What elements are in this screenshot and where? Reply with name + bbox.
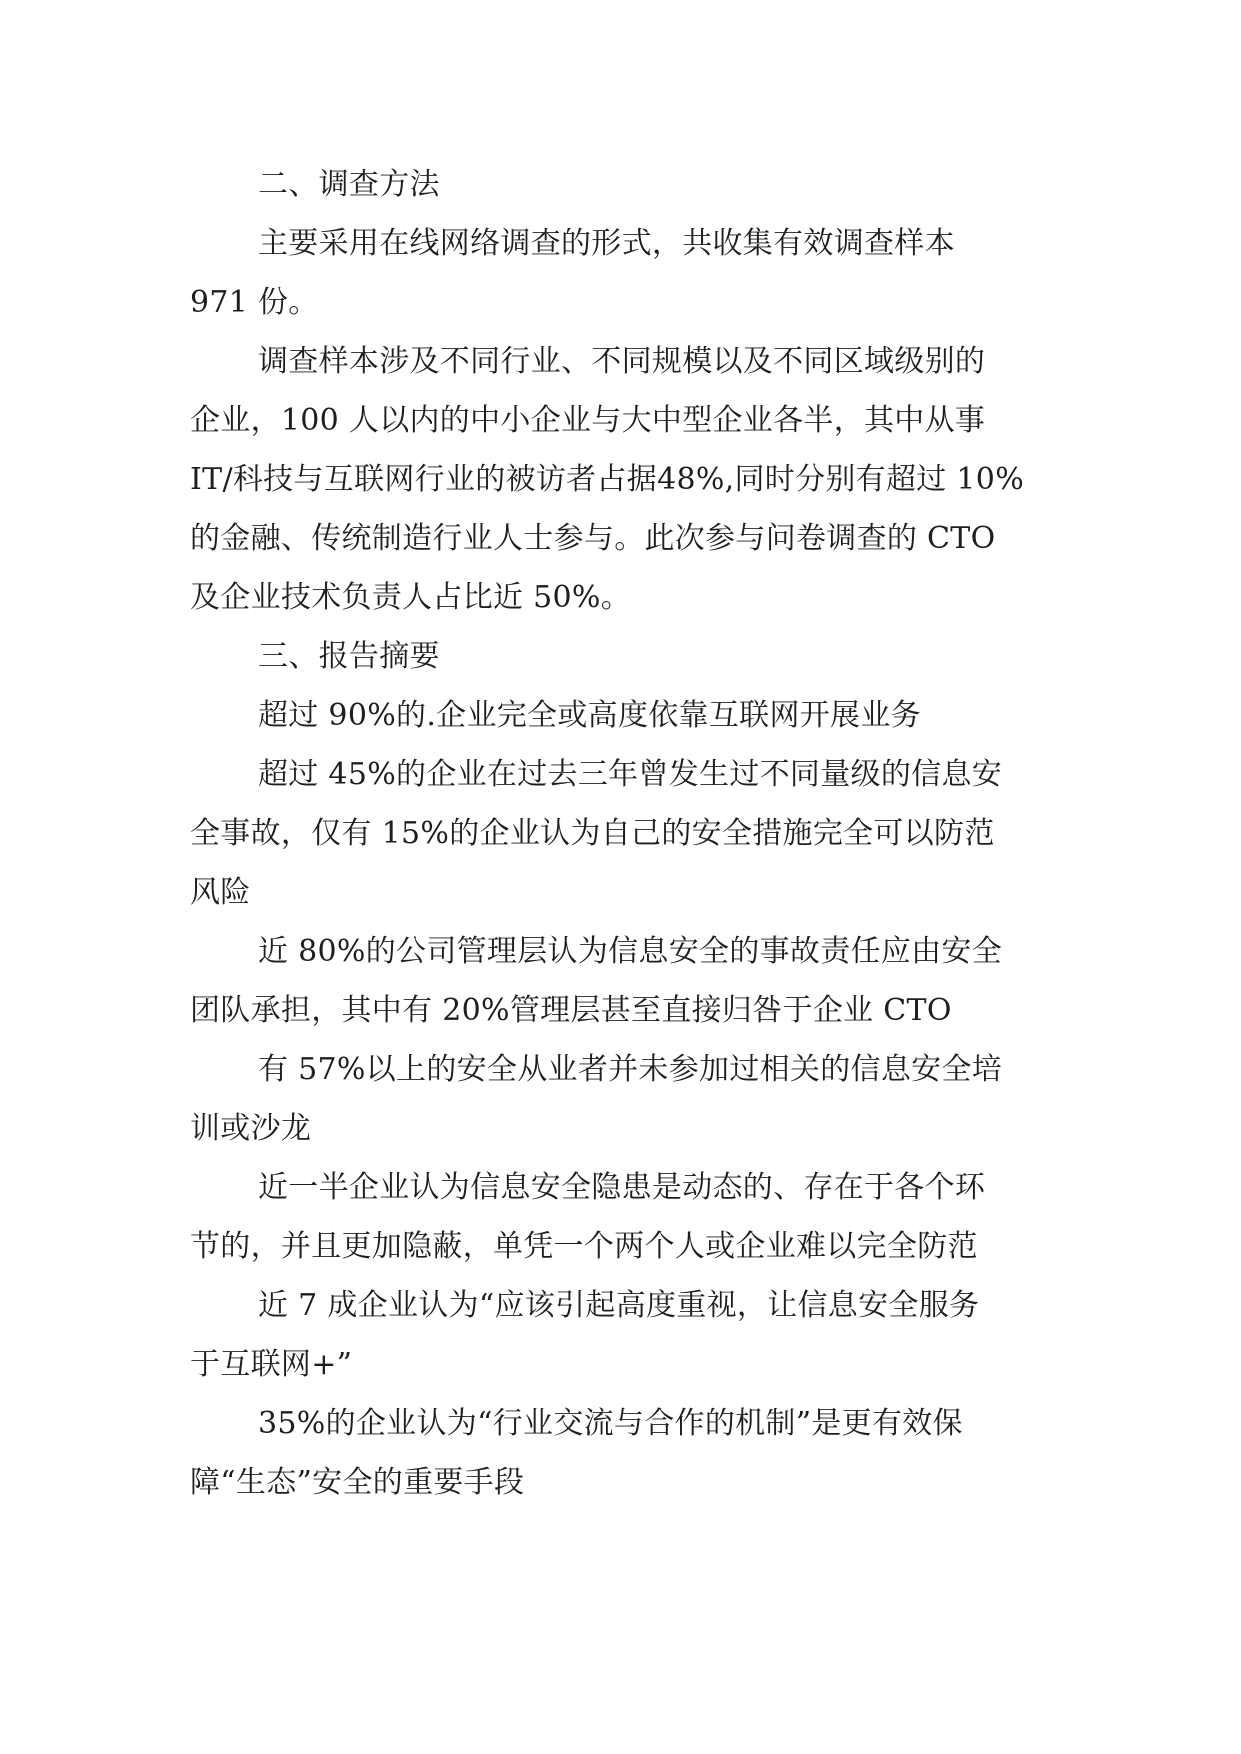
summary-item: 超过 90%的.企业完全或高度依靠互联网开展业务: [258, 698, 921, 733]
summary-item: 超过 45%的企业在过去三年曾发生过不同量级的信息安: [258, 757, 1003, 792]
summary-item: 近 7 成企业认为“应该引起高度重视，让信息安全服务: [258, 1288, 980, 1323]
summary-item-continued: 团队承担，其中有 20%管理层甚至直接归咎于企业 CTO: [190, 993, 952, 1028]
summary-item-continued: 风险: [190, 875, 251, 910]
summary-item-continued: 节的，并且更加隐蔽，单凭一个两个人或企业难以完全防范: [190, 1229, 978, 1264]
summary-item-continued: 训或沙龙: [190, 1111, 312, 1146]
summary-item-continued: 于互联网+”: [190, 1347, 353, 1382]
paragraph-line: 调查样本涉及不同行业、不同规模以及不同区域级别的: [258, 344, 986, 379]
paragraph-line: 的金融、传统制造行业人士参与。此次参与问卷调查的 CTO: [190, 521, 996, 556]
paragraph-line: 971 份。: [190, 285, 319, 320]
summary-item: 有 57%以上的安全从业者并未参加过相关的信息安全培: [258, 1052, 1003, 1087]
paragraph-line: IT/科技与互联网行业的被访者占据48%,同时分别有超过 10%: [190, 462, 1024, 497]
summary-item: 近一半企业认为信息安全隐患是动态的、存在于各个环: [258, 1170, 986, 1205]
summary-item: 35%的企业认为“行业交流与合作的机制”是更有效保: [258, 1406, 963, 1441]
section-heading-report-summary: 三、报告摘要: [258, 639, 440, 674]
summary-item-continued: 全事故，仅有 15%的企业认为自己的安全措施完全可以防范: [190, 816, 995, 851]
summary-item-continued: 障“生态”安全的重要手段: [190, 1465, 525, 1500]
section-heading-survey-method: 二、调查方法: [258, 167, 440, 202]
paragraph-line: 企业，100 人以内的中小企业与大中型企业各半，其中从事: [190, 403, 986, 438]
paragraph-line: 主要采用在线网络调查的形式，共收集有效调查样本: [258, 226, 955, 261]
summary-item: 近 80%的公司管理层认为信息安全的事故责任应由安全: [258, 934, 1003, 969]
paragraph-line: 及企业技术负责人占比近 50%。: [190, 580, 632, 615]
